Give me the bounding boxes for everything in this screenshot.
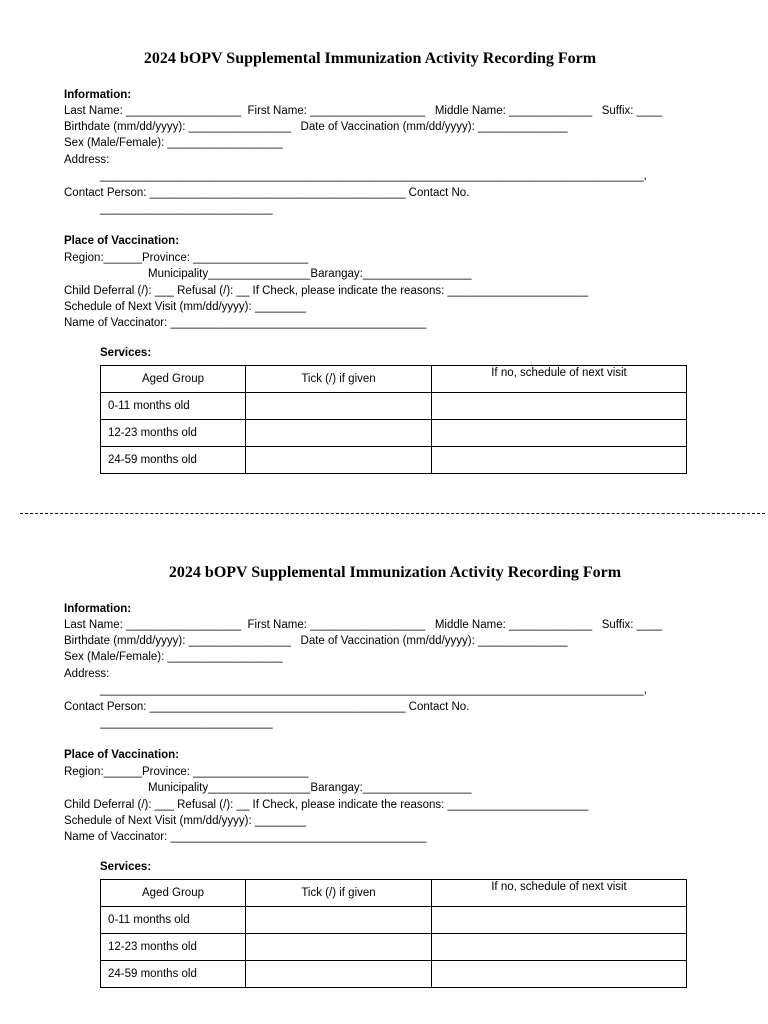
- services-table: [100, 365, 687, 474]
- region-row[interactable]: Region:______Province: __________________: [64, 766, 309, 778]
- contact-row[interactable]: Contact Person: ________________________________________ Contact No.: [64, 701, 470, 713]
- schedule-cell[interactable]: [432, 420, 687, 447]
- address-field[interactable]: _____________________________________________________________________________________,: [100, 684, 647, 696]
- age-group-cell: 24-59 months old: [101, 447, 246, 474]
- schedule-cell[interactable]: [432, 393, 687, 420]
- contact-number-field[interactable]: ___________________________: [100, 203, 273, 215]
- header-tick: Tick (/) if given: [246, 366, 432, 393]
- vaccinator-row[interactable]: Name of Vaccinator: ________________________________________: [64, 317, 427, 329]
- header-aged-group: Aged Group: [101, 880, 246, 907]
- services-table: [100, 879, 687, 988]
- table-row: [101, 907, 687, 934]
- sex-row[interactable]: Sex (Male/Female): __________________: [64, 137, 283, 149]
- names-row[interactable]: Last Name: __________________ First Name: __________________ Middle Name: _____________ Suffix: ____: [64, 619, 663, 631]
- place-heading: Place of Vaccination:: [64, 235, 180, 247]
- information-heading: Information:: [64, 89, 132, 101]
- schedule-cell[interactable]: [432, 961, 687, 988]
- header-tick: Tick (/) if given: [246, 880, 432, 907]
- form-title: 2024 bOPV Supplemental Immunization Activity Recording Form: [143, 50, 597, 67]
- sex-row[interactable]: Sex (Male/Female): __________________: [64, 651, 283, 663]
- age-group-cell: 12-23 months old: [101, 420, 246, 447]
- region-row[interactable]: Region:______Province: __________________: [64, 252, 309, 264]
- services-heading: Services:: [100, 861, 152, 873]
- table-header-row: [101, 366, 687, 393]
- names-row[interactable]: Last Name: __________________ First Name: __________________ Middle Name: _____________ Suffix: ____: [64, 105, 663, 117]
- address-label: Address:: [64, 668, 110, 680]
- recording-form-top: [0, 0, 768, 500]
- table-row: [101, 447, 687, 474]
- deferral-row[interactable]: Child Deferral (/): ___ Refusal (/): __ If Check, please indicate the reasons: ______________________: [64, 285, 589, 297]
- tick-cell[interactable]: [246, 934, 432, 961]
- table-row: [101, 934, 687, 961]
- header-aged-group: Aged Group: [101, 366, 246, 393]
- tick-cell[interactable]: [246, 393, 432, 420]
- contact-number-field[interactable]: ___________________________: [100, 717, 273, 729]
- deferral-row[interactable]: Child Deferral (/): ___ Refusal (/): __ If Check, please indicate the reasons: ______________________: [64, 799, 589, 811]
- age-group-cell: 0-11 months old: [101, 907, 246, 934]
- municipality-row[interactable]: Municipality________________Barangay:_________________: [148, 782, 472, 794]
- place-heading: Place of Vaccination:: [64, 749, 180, 761]
- information-heading: Information:: [64, 603, 132, 615]
- dates-row[interactable]: Birthdate (mm/dd/yyyy): ________________ Date of Vaccination (mm/dd/yyyy): ______________: [64, 635, 568, 647]
- schedule-cell[interactable]: [432, 907, 687, 934]
- table-row: [101, 420, 687, 447]
- form-title: 2024 bOPV Supplemental Immunization Activity Recording Form: [168, 564, 622, 581]
- tick-cell[interactable]: [246, 420, 432, 447]
- table-row: [101, 961, 687, 988]
- schedule-cell[interactable]: [432, 934, 687, 961]
- schedule-row[interactable]: Schedule of Next Visit (mm/dd/yyyy): ________: [64, 301, 307, 313]
- services-heading: Services:: [100, 347, 152, 359]
- age-group-cell: 12-23 months old: [101, 934, 246, 961]
- vaccinator-row[interactable]: Name of Vaccinator: ________________________________________: [64, 831, 427, 843]
- age-group-cell: 0-11 months old: [101, 393, 246, 420]
- table-header-row: [101, 880, 687, 907]
- tick-cell[interactable]: [246, 961, 432, 988]
- address-field[interactable]: _____________________________________________________________________________________,: [100, 170, 647, 182]
- contact-row[interactable]: Contact Person: ________________________________________ Contact No.: [64, 187, 470, 199]
- schedule-row[interactable]: Schedule of Next Visit (mm/dd/yyyy): ________: [64, 815, 307, 827]
- dates-row[interactable]: Birthdate (mm/dd/yyyy): ________________ Date of Vaccination (mm/dd/yyyy): ______________: [64, 121, 568, 133]
- schedule-cell[interactable]: [432, 447, 687, 474]
- header-schedule: If no, schedule of next visit: [432, 366, 687, 393]
- recording-form-bottom: [0, 514, 768, 1014]
- table-row: [101, 393, 687, 420]
- header-schedule: If no, schedule of next visit: [432, 880, 687, 907]
- address-label: Address:: [64, 154, 110, 166]
- tick-cell[interactable]: [246, 447, 432, 474]
- municipality-row[interactable]: Municipality________________Barangay:_________________: [148, 268, 472, 280]
- tick-cell[interactable]: [246, 907, 432, 934]
- age-group-cell: 24-59 months old: [101, 961, 246, 988]
